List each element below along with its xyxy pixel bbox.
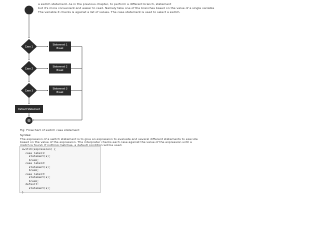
code-line: break; <box>22 157 39 162</box>
code-line: switch(expression) { <box>22 147 56 151</box>
syntax-line: match is found. If nothing matches, a default condition will be used. <box>20 142 123 147</box>
code-block <box>19 146 101 193</box>
statement-1-box <box>49 42 71 52</box>
statement-3-line-1: Statement 3 <box>52 87 68 91</box>
case-2-label: Case 2 <box>24 67 34 71</box>
statement-2-line-2: Break <box>56 69 64 72</box>
code-line: } <box>22 189 24 194</box>
start-node <box>25 6 34 15</box>
statement-1-line-2: Break <box>56 47 64 50</box>
intro-line: but it's more convenient and easier to read. Namely take one of the branches based on the value of a single variable <box>38 5 215 10</box>
statement-2-box <box>49 64 71 74</box>
syntax-line: based on the value of the expression. The interpreter checks each case against the value of the expression until a <box>20 139 192 144</box>
default-statement-label: Default Statement <box>17 107 41 111</box>
syntax-heading: Syntax: <box>20 133 32 137</box>
code-line: case label3: <box>22 171 46 176</box>
case-3-label: Case 3 <box>24 89 34 93</box>
code-line: statement(s); <box>22 175 51 180</box>
statement-2-line-1: Statement 2 <box>52 65 68 69</box>
code-line: default: <box>22 182 39 187</box>
statement-1-line-1: Statement 1 <box>52 43 68 47</box>
default-statement-box <box>15 105 43 113</box>
code-line: statement(s); <box>22 154 51 159</box>
code-line: case label2: <box>22 161 46 166</box>
code-line: statement(s); <box>22 164 51 169</box>
code-line: statement(s); <box>22 186 51 191</box>
statement-3-line-2: Break <box>56 91 64 94</box>
case-3-decision <box>21 83 37 98</box>
intro-line: a switch statement. As in the previous chapter, to perform a different branch, statement <box>38 1 172 6</box>
code-line: break; <box>22 178 39 183</box>
figure-caption: Fig: Flowchart of switch case statement <box>20 128 80 132</box>
case-2-decision <box>21 61 37 76</box>
statement-3-box <box>49 86 71 96</box>
code-line: break; <box>22 168 39 173</box>
code-line: case label1: <box>22 150 46 155</box>
intro-line: The variable it checks is against a list of values. The case statement is used to select a switch. <box>38 10 181 15</box>
case-1-decision <box>21 39 37 54</box>
case-1-label: Case 1 <box>24 45 34 49</box>
syntax-line: The expression of a switch statement is to give an expression to evaluate and several different statements to execute <box>20 136 198 141</box>
